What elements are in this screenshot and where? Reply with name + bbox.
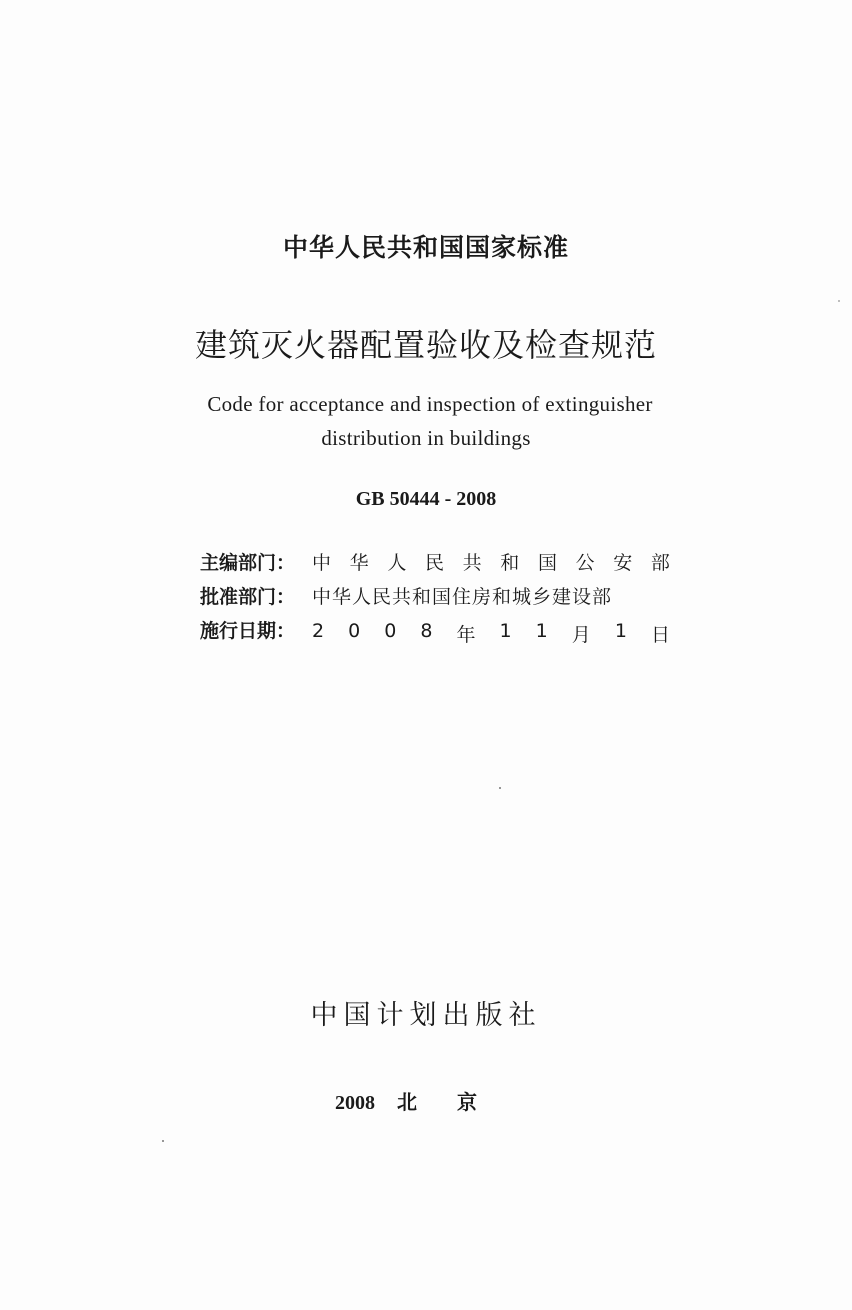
editor-label: 主编部门： — [200, 552, 296, 574]
editor-char: 中 — [312, 552, 332, 574]
date-char: 1 — [535, 620, 548, 642]
editor-char: 共 — [462, 552, 482, 574]
date-char: 日 — [650, 624, 670, 646]
editor-char: 华 — [349, 552, 369, 574]
editor-char: 安 — [613, 552, 633, 574]
approver-row — [200, 582, 670, 616]
editor-char: 部 — [650, 552, 670, 574]
effective-date-value — [312, 620, 670, 647]
imprint — [0, 1086, 852, 1115]
document-title-chinese: 建筑灭火器配置验收及检查规范 — [194, 326, 657, 364]
date-char: 月 — [571, 624, 591, 646]
imprint-year: 2008 — [335, 1092, 375, 1114]
editor-value — [312, 548, 670, 575]
date-char: 年 — [456, 624, 476, 646]
editor-char: 人 — [387, 552, 407, 574]
approver-label: 批准部门： — [200, 586, 296, 608]
imprint-city: 北京 — [397, 1092, 517, 1114]
editor-char: 国 — [537, 552, 557, 574]
date-char: 8 — [420, 620, 433, 642]
scan-speck — [838, 300, 840, 302]
scan-speck — [162, 1140, 164, 1142]
date-char: 1 — [614, 620, 627, 642]
publication-metadata — [200, 548, 670, 650]
date-char: 0 — [348, 620, 361, 642]
document-title-english-line-2: distribution in buildings — [321, 426, 531, 450]
effective-date-row — [200, 616, 670, 650]
date-char: 2 — [312, 620, 325, 642]
editor-row — [200, 548, 670, 582]
publisher-name: 中国计划出版社 — [310, 1000, 542, 1031]
approver-value: 中华人民共和国住房和城乡建设部 — [312, 586, 613, 608]
standard-number: GB 50444 - 2008 — [355, 488, 497, 510]
editor-char: 公 — [575, 552, 595, 574]
date-char: 0 — [384, 620, 397, 642]
document-title-english-line-1: Code for acceptance and inspection of extinguisher — [207, 392, 653, 416]
date-char: 1 — [499, 620, 512, 642]
scan-speck — [499, 787, 501, 789]
editor-char: 和 — [500, 552, 520, 574]
effective-date-label: 施行日期： — [200, 620, 296, 642]
editor-char: 民 — [424, 552, 444, 574]
standard-series-title: 中华人民共和国国家标准 — [282, 233, 569, 262]
